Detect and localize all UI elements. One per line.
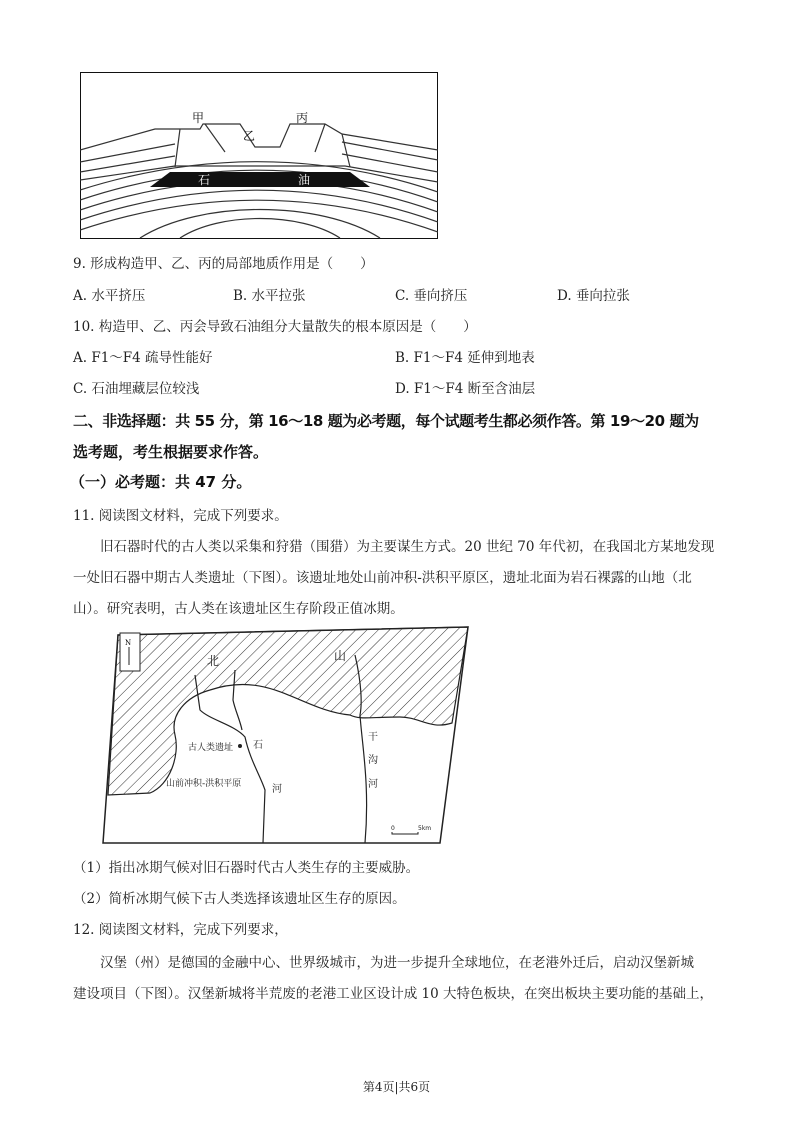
q11-sub1: （1）指出冰期气候对旧石器时代古人类生存的主要威胁。 [73,860,420,876]
map-label-river2-a: 干 [368,732,378,743]
q9-option-a: A. 水平挤压 [73,288,146,304]
map-label-river1-a: 石 [253,740,263,751]
north-arrow-icon: N [125,639,132,647]
q12-stem: 12. 阅读图文材料，完成下列要求， [73,922,288,938]
map-label-site: 古人类遗址 [188,743,234,753]
q10-option-a: A. F1～F4 疏导性能好 [73,350,213,366]
label-yi: 乙 [243,129,256,143]
section2-heading: 二、非选择题：共 55 分，第 16～18 题为必考题，每个试题考生都必须作答。第 19～20 题为 [73,412,699,430]
q11-para-line: 一处旧石器中期古人类遗址（下图）。该遗址地处山前冲积-洪积平原区，遗址北面为岩石裸露的山地（北 [73,570,692,586]
geologic-section-figure [80,72,438,239]
map-label-river2-c: 河 [368,779,378,790]
map-label-shan: 山 [334,649,347,663]
label-shi: 石 [198,173,211,187]
q11-para-line: 旧石器时代的古人类以采集和狩猎（围猎）为主要谋生方式。20 世纪 70 年代初，在我国北方某地发现 [100,539,715,555]
map-label-river2-b: 沟 [368,755,378,766]
q11-stem: 11. 阅读图文材料，完成下列要求。 [73,508,288,524]
q11-para-line: 山）。研究表明，古人类在该遗址区生存阶段正值冰期。 [73,601,404,617]
page-footer: 第4页|共6页 [362,1080,431,1094]
label-jia: 甲 [192,111,205,125]
scale-5km: 5km [418,825,432,832]
scale-zero: 0 [391,825,395,832]
q9-option-d: D. 垂向拉张 [557,288,630,304]
q9-stem: 9. 形成构造甲、乙、丙的局部地质作用是（ ） [73,256,374,272]
q10-option-b: B. F1～F4 延伸到地表 [395,350,535,366]
q9-option-c: C. 垂向挤压 [395,288,468,304]
section2-heading-cont: 选考题，考生根据要求作答。 [73,443,269,461]
site-map-figure [100,625,472,847]
label-you: 油 [298,173,311,187]
map-label-river1-b: 河 [272,784,282,795]
label-bing: 丙 [296,111,309,125]
q11-sub2: （2）简析冰期气候下古人类选择该遗址区生存的原因。 [73,891,406,907]
q9-option-b: B. 水平拉张 [233,288,306,304]
section2-sub-heading: （一）必考题：共 47 分。 [70,473,252,491]
q10-option-d: D. F1～F4 断至含油层 [395,381,536,397]
q12-para-line: 建设项目（下图）。汉堡新城将半荒废的老港工业区设计成 10 大特色板块，在突出板块主要功能的基础上， [73,986,714,1002]
map-label-plain: 山前冲积-洪积平原 [166,779,242,789]
map-label-bei: 北 [207,654,220,668]
q12-para-line: 汉堡（州）是德国的金融中心、世界级城市，为进一步提升全球地位，在老港外迁后，启动汉堡新城 [100,955,694,971]
q10-option-c: C. 石油埋藏层位较浅 [73,381,200,397]
q10-stem: 10. 构造甲、乙、丙会导致石油组分大量散失的根本原因是（ ） [73,319,477,335]
